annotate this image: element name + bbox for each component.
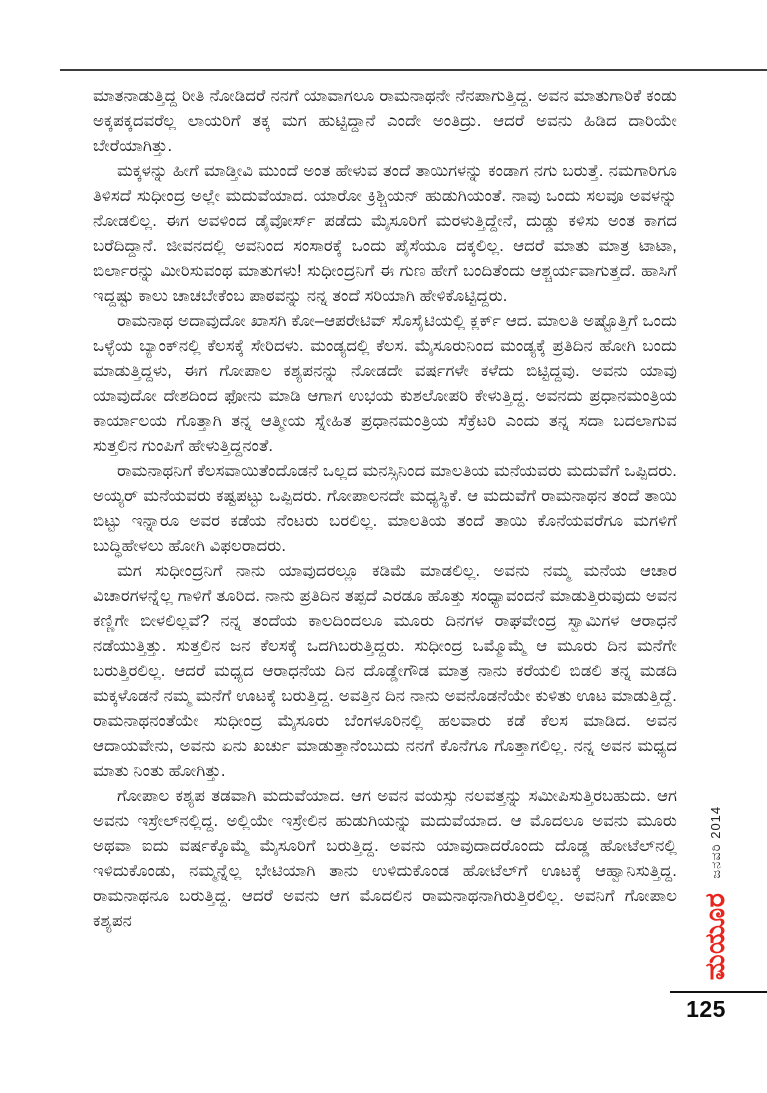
magazine-name: ಮಯೂರ	[700, 892, 730, 981]
issue-date: ಜನವರಿ 2014	[708, 805, 723, 879]
paragraph: ಮಗ ಸುಧೀಂದ್ರನಿಗೆ ನಾನು ಯಾವುದರಲ್ಲೂ ಕಡಿಮೆ ಮಾಡಲಿಲ್ಲ. ಅವನು ನಮ್ಮ ಮನೆಯ ಆಚಾರ ವಿಚಾರಗಳನ್ನೆಲ್ಲ ಗಾಳಿಗೆ ತೂರಿದ. ನಾನು ಪ್ರತಿದಿನ ತಪ್ಪದೆ ಎರಡೂ ಹೊತ್ತು ಸಂಧ್ಯಾವಂದನೆ ಮಾಡುತ್ತಿರುವುದು ಅವನ ಕಣ್ಣಿಗೇ ಬೀಳಲಿಲ್ಲವೆ? ನನ್ನ ತಂದೆಯ ಕಾಲದಿಂದಲೂ ಮೂರು ದಿನಗಳ ರಾಘವೇಂದ್ರ ಸ್ವಾಮಿಗಳ ಆರಾಧನೆ ನಡೆಯುತ್ತಿತ್ತು. ಸುತ್ತಲಿನ ಜನ ಕೆಲಸಕ್ಕೆ ಒದಗಿಬರುತ್ತಿದ್ದರು. ಸುಧೀಂದ್ರ ಒಮ್ಮೊಮ್ಮೆ ಆ ಮೂರು ದಿನ ಮನೆಗೇ ಬರುತ್ತಿರಲಿಲ್ಲ. ಆದರೆ ಮಧ್ಯದ ಆರಾಧನೆಯ ದಿನ ದೊಡ್ಡೇಗೌಡ ಮಾತ್ರ ನಾನು ಕರೆಯಲಿ ಬಿಡಲಿ ತನ್ನ ಮಡದಿ ಮಕ್ಕಳೊಡನೆ ನಮ್ಮ ಮನೆಗೆ ಊಟಕ್ಕೆ ಬರುತ್ತಿದ್ದ. ಅವತ್ತಿನ ದಿನ ನಾನು ಅವನೊಡನೆಯೇ ಕುಳಿತು ಊಟ ಮಾಡುತ್ತಿದ್ದೆ. ರಾಮನಾಥನಂತೆಯೇ ಸುಧೀಂದ್ರ ಮೈಸೂರು ಬೆಂಗಳೂರಿನಲ್ಲಿ ಹಲವಾರು ಕಡೆ ಕೆಲಸ ಮಾಡಿದ. ಅವನ ಆದಾಯವೇನು, ಅವನು ಏನು ಖರ್ಚು ಮಾಡುತ್ತಾನೆಂಬುದು ನನಗೆ ಕೊನೆಗೂ ಗೊತ್ತಾಗಲಿಲ್ಲ. ನನ್ನ ಅವನ ಮಧ್ಯದ ಮಾತು ನಿಂತು ಹೋಗಿತ್ತು.	[93, 562, 677, 780]
paragraph: ರಾಮನಾಥ ಅದಾವುದೋ ಖಾಸಗಿ ಕೋ–ಆಪರೇಟಿವ್ ಸೊಸೈಟಿಯಲ್ಲಿ ಕ್ಲರ್ಕ್ ಆದ. ಮಾಲತಿ ಅಷ್ಟೊತ್ತಿಗೆ ಒಂದು ಒಳ್ಳೆಯ ಬ್ಯಾಂಕ್‌ನಲ್ಲಿ ಕೆಲಸಕ್ಕೆ ಸೇರಿದಳು. ಮಂಡ್ಯದಲ್ಲಿ ಕೆಲಸ. ಮೈಸೂರುನಿಂದ ಮಂಡ್ಯಕ್ಕೆ ಪ್ರತಿದಿನ ಹೋಗಿ ಬಂದು ಮಾಡುತ್ತಿದ್ದಳು, ಈಗ ಗೋಪಾಲ ಕಶ್ಯಪನನ್ನು ನೋಡದೇ ವರ್ಷಗಳೇ ಕಳೆದು ಬಿಟ್ಟಿದ್ದವು. ಅವನು ಯಾವು ಯಾವುದೋ ದೇಶದಿಂದ ಫೋನು ಮಾಡಿ ಆಗಾಗ ಉಭಯ ಕುಶಲೋಪರಿ ಕೇಳುತ್ತಿದ್ದ. ಅವನದು ಪ್ರಧಾನಮಂತ್ರಿಯ ಕಾರ್ಯಾಲಯ ಗೊತ್ತಾಗಿ ತನ್ನ ಆತ್ಮೀಯ ಸ್ನೇಹಿತ ಪ್ರಧಾನಮಂತ್ರಿಯ ಸೆಕ್ರೆಟರಿ ಎಂದು ತನ್ನ ಸದಾ ಬದಲಾಗುವ ಸುತ್ತಲಿನ ಗುಂಪಿಗೆ ಹೇಳುತ್ತಿದ್ದನಂತೆ.	[93, 312, 677, 455]
paragraph: ಮಾತನಾಡುತ್ತಿದ್ದ ರೀತಿ ನೋಡಿದರೆ ನನಗೆ ಯಾವಾಗಲೂ ರಾಮನಾಥನೇ ನೆನಪಾಗುತ್ತಿದ್ದ. ಅವನ ಮಾತುಗಾರಿಕೆ ಕಂಡು ಅಕ್ಕಪಕ್ಕದವರೆಲ್ಲ ಲಾಯರಿಗೆ ತಕ್ಕ ಮಗ ಹುಟ್ಟಿದ್ದಾನೆ ಎಂದೇ ಅಂತಿದ್ರು. ಆದರೆ ಅವನು ಹಿಡಿದ ದಾರಿಯೇ ಬೇರೆಯಾಗಿತ್ತು.	[93, 87, 677, 155]
folio-rule	[670, 991, 767, 993]
folio	[670, 991, 767, 1023]
top-rule	[60, 69, 767, 71]
page-number: 125	[686, 996, 726, 1022]
paragraph: ರಾಮನಾಥನಿಗೆ ಕೆಲಸವಾಯಿತೆಂದೊಡನೆ ಒಲ್ಲದ ಮನಸ್ಸಿನಿಂದ ಮಾಲತಿಯ ಮನೆಯವರು ಮದುವೆಗೆ ಒಪ್ಪಿದರು. ಅಯ್ಯರ್ ಮನೆಯವರು ಕಷ್ಟಪಟ್ಟು ಒಪ್ಪಿದರು. ಗೋಪಾಲನದೇ ಮಧ್ಯಸ್ಥಿಕೆ. ಆ ಮದುವೆಗೆ ರಾಮನಾಥನ ತಂದೆ ತಾಯಿ ಬಿಟ್ಟು ಇನ್ನಾರೂ ಅವರ ಕಡೆಯ ನೆಂಟರು ಬರಲಿಲ್ಲ. ಮಾಲತಿಯ ತಂದೆ ತಾಯಿ ಕೊನೆಯವರೆಗೂ ಮಗಳಿಗೆ ಬುದ್ಧಿಹೇಳಲು ಹೋಗಿ ವಿಫಲರಾದರು.	[93, 462, 677, 555]
paragraph: ಗೋಪಾಲ ಕಶ್ಯಪ ತಡವಾಗಿ ಮದುವೆಯಾದ. ಆಗ ಅವನ ವಯಸ್ಸು ನಲವತ್ತನ್ನು ಸಮೀಪಿಸುತ್ತಿರಬಹುದು. ಆಗ ಅವನು ಇಸ್ರೇಲ್‌ನಲ್ಲಿದ್ದ. ಅಲ್ಲಿಯೇ ಇಸ್ರೇಲಿನ ಹುಡುಗಿಯನ್ನು ಮದುವೆಯಾದ. ಆ ಮೊದಲೂ ಅವನು ಮೂರು ಅಥವಾ ಐದು ವರ್ಷಕ್ಕೊಮ್ಮೆ ಮೈಸೂರಿಗೆ ಬರುತ್ತಿದ್ದ. ಅವನು ಯಾವುದಾದರೊಂದು ದೊಡ್ಡ ಹೋಟೆಲ್‌ನಲ್ಲಿ ಇಳಿದುಕೊಂಡು, ನಮ್ಮನ್ನೆಲ್ಲ ಭೇಟಿಯಾಗಿ ತಾನು ಉಳಿದುಕೊಂಡ ಹೋಟೆಲ್‌ಗೆ ಊಟಕ್ಕೆ ಆಹ್ವಾನಿಸುತ್ತಿದ್ದ. ರಾಮನಾಥನೂ ಬರುತ್ತಿದ್ದ. ಆದರೆ ಅವನು ಆಗ ಮೊದಲಿನ ರಾಮನಾಥನಾಗಿರುತ್ತಿರಲಿಲ್ಲ. ಅವನಿಗೆ ಗೋಪಾಲ ಕಶ್ಯಪನ	[93, 787, 677, 930]
spine-text	[696, 793, 736, 993]
paragraph: ಮಕ್ಕಳನ್ನು ಹೀಗೆ ಮಾಡ್ತೀವಿ ಮುಂದೆ ಅಂತ ಹೇಳುವ ತಂದೆ ತಾಯಿಗಳನ್ನು ಕಂಡಾಗ ನಗು ಬರುತ್ತೆ. ನಮಗಾರಿಗೂ ತಿಳಿಸದೆ ಸುಧೀಂದ್ರ ಅಲ್ಲೇ ಮದುವೆಯಾದ. ಯಾರೋ ಕ್ರಿಶ್ಚಿಯನ್ ಹುಡುಗಿಯಂತೆ. ನಾವು ಒಂದು ಸಲವೂ ಅವಳನ್ನು ನೋಡಲಿಲ್ಲ. ಈಗ ಅವಳಿಂದ ಡೈವೋರ್ಸ್ ಪಡೆದು ಮೈಸೂರಿಗೆ ಮರಳುತ್ತಿದ್ದೇನೆ, ದುಡ್ಡು ಕಳಿಸು ಅಂತ ಕಾಗದ ಬರೆದಿದ್ದಾನೆ. ಜೀವನದಲ್ಲಿ ಅವನಿಂದ ಸಂಸಾರಕ್ಕೆ ಒಂದು ಪೈಸೆಯೂ ದಕ್ಕಲಿಲ್ಲ. ಆದರೆ ಮಾತು ಮಾತ್ರ ಟಾಟಾ, ಬಿರ್ಲಾರನ್ನು ಮೀರಿಸುವಂಥ ಮಾತುಗಳು! ಸುಧೀಂದ್ರನಿಗೆ ಈ ಗುಣ ಹೇಗೆ ಬಂದಿತೆಂದು ಆಶ್ಚರ್ಯವಾಗುತ್ತದೆ. ಹಾಸಿಗೆ ಇದ್ದಷ್ಟು ಕಾಲು ಚಾಚಬೇಕೆಂಬ ಪಾಠವನ್ನು ನನ್ನ ತಂದೆ ಸರಿಯಾಗಿ ಹೇಳಿಕೊಟ್ಟಿದ್ದರು.	[93, 162, 677, 305]
article-body	[93, 84, 677, 934]
